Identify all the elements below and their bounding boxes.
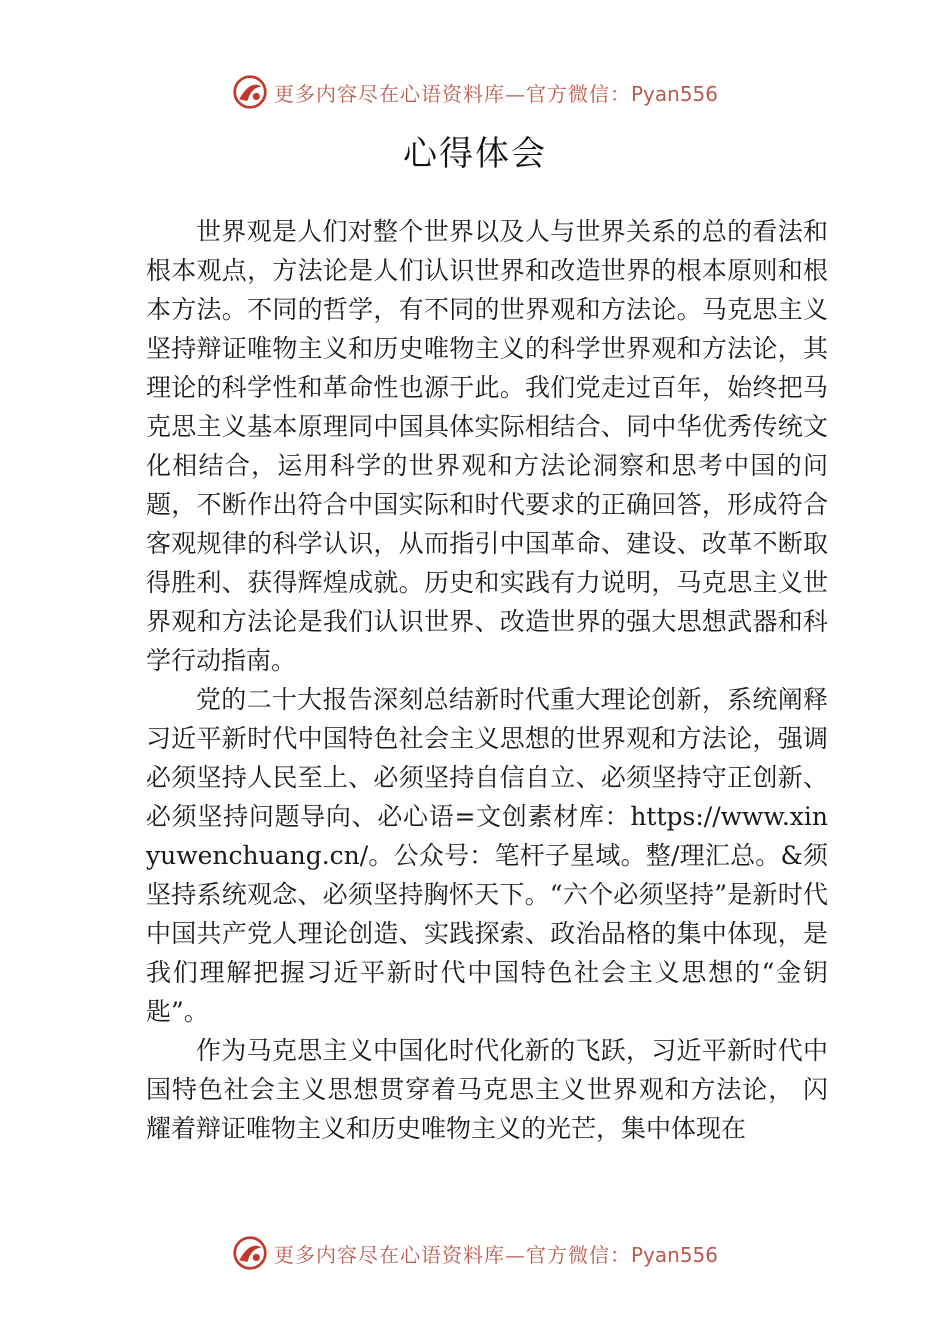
paragraph: 党的二十大报告深刻总结新时代重大理论创新，系统阐释习近平新时代中国特色社会主义思想的世界观和方法论，强调必须坚持人民至上、必须坚持自信自立、必须坚持守正创新、必须坚持问题导向、必心语=文创素材库：https://www.xinyuwenchuang.cn/。公众号：笔杆子星域。整/理汇总。&须坚持系统观念、必须坚持胸怀天下。“六个必须坚持”是新时代中国共产党人理论创造、实践探索、政治品格的集中体现，是我们理解把握习近平新时代中国特色社会主义思想的“金钥匙”。 (146, 685, 828, 1026)
logo-icon (232, 1235, 268, 1271)
document-body (146, 212, 828, 1148)
header-banner (0, 72, 950, 112)
wechat-id: Pyan556 (630, 81, 718, 106)
page-title: 心得体会 (403, 134, 547, 174)
footer-banner (0, 1233, 950, 1273)
banner-text: 更多内容尽在心语资料库—官方微信：Pyan556 (273, 81, 718, 106)
paragraph: 作为马克思主义中国化时代化新的飞跃，习近平新时代中国特色社会主义思想贯穿着马克思主义世界观和方法论， 闪耀着辩证唯物主义和历史唯物主义的光芒，集中体现在 (146, 1036, 828, 1143)
banner-text: 更多内容尽在心语资料库—官方微信：Pyan556 (273, 1242, 718, 1267)
wechat-id: Pyan556 (630, 1242, 718, 1267)
paragraph: 世界观是人们对整个世界以及人与世界关系的总的看法和根本观点，方法论是人们认识世界和改造世界的根本原则和根本方法。不同的哲学，有不同的世界观和方法论。马克思主义坚持辩证唯物主义和历史唯物主义的科学世界观和方法论，其理论的科学性和革命性也源于此。我们党走过百年，始终把马克思主义基本原理同中国具体实际相结合、同中华优秀传统文化相结合，运用科学的世界观和方法论洞察和思考中国的问题，不断作出符合中国实际和时代要求的正确回答，形成符合客观规律的科学认识，从而指引中国革命、建设、改革不断取得胜利、获得辉煌成就。历史和实践有力说明，马克思主义世界观和方法论是我们认识世界、改造世界的强大思想武器和科学行动指南。 (146, 217, 828, 675)
logo-icon (232, 74, 268, 110)
